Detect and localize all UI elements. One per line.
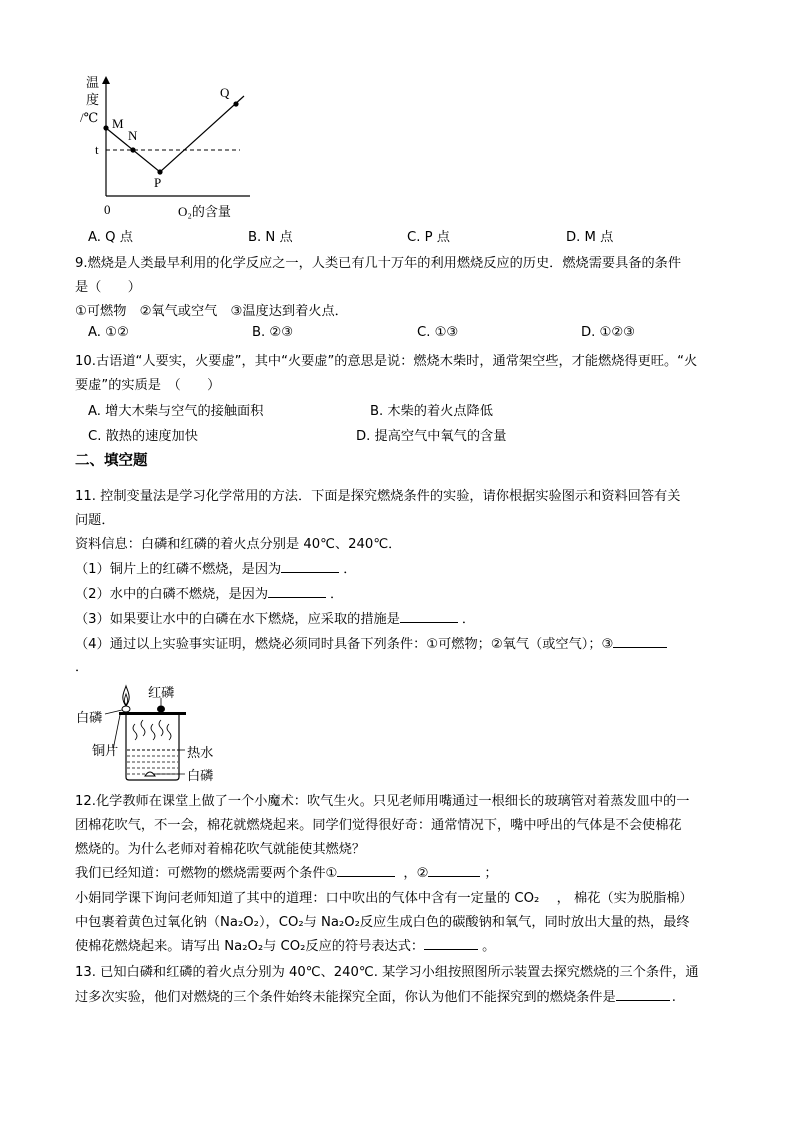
q11-sub2-text: （2）水中的白磷不燃烧，是因为: [75, 587, 269, 602]
label-m: M: [112, 116, 124, 131]
q11-sub2-blank[interactable]: [268, 583, 326, 598]
y-label-3: /℃: [80, 110, 99, 125]
white-phosphorus-lump-top: [122, 706, 130, 712]
q11-sub2: [75, 583, 343, 602]
q11-sub3-blank[interactable]: [400, 608, 458, 623]
diagram-label-red-phosphorus: 红磷: [148, 686, 175, 701]
point-n-dot: [130, 147, 135, 152]
diagram-label-white-phosphorus-top: 白磷: [76, 711, 103, 726]
q13-line2-suffix: .: [671, 990, 676, 1005]
q10-option-a: A. 增大木柴与空气的接触面积: [88, 404, 264, 419]
q12-line4-suffix: ；: [484, 866, 498, 881]
q12-blank-2[interactable]: [428, 862, 480, 877]
point-p-dot: [157, 169, 162, 174]
label-n: N: [128, 128, 138, 143]
x-label: O₂的含量: [178, 204, 231, 219]
q12-line5: 小娟同学课下询问老师知道了其中的道理：口中吹出的气体中含有一定量的 CO₂ ， 棉花（实为脱脂棉）: [75, 891, 693, 906]
q13-stem-line1: 13. 已知白磷和红磷的着火点分别为 40℃、240℃. 某学习小组按照图所示装置去探究燃烧的三个条件，通: [75, 965, 699, 980]
q11-sub3-text: （3）如果要让水中的白磷在水下燃烧，应采取的措施是: [75, 612, 400, 627]
q9-conditions: ①可燃物 ②氧气或空气 ③温度达到着火点．: [75, 304, 348, 319]
q11-sub4-text: （4）通过以上实验事实证明，燃烧必须同时具备下列条件：①可燃物；②氧气（或空气）；③: [75, 637, 614, 652]
diagram-label-hot-water: 热水: [187, 746, 214, 761]
label-p: P: [154, 175, 162, 190]
q12-line4-prefix: 我们已经知道：可燃物的燃烧需要两个条件①: [75, 866, 338, 881]
q8-option-a: A. Q 点: [88, 230, 133, 245]
q11-sub4-period: ．: [75, 660, 89, 675]
red-phosphorus-lump: [157, 706, 165, 713]
q13-blank[interactable]: [616, 986, 670, 1001]
q13-line2: [75, 986, 676, 1005]
q12-line4-mid: ，②: [403, 866, 429, 881]
label-origin: 0: [104, 202, 111, 217]
q9-stem-line2: 是（ ）: [75, 280, 141, 295]
q12-stem-line1: 12.化学教师在课堂上做了一个小魔术：吹气生火。只见老师用嘴通过一根细长的玻璃管对着蒸发皿中的一: [75, 794, 690, 809]
section-title-fill-in: 二、填空题: [75, 453, 148, 469]
q10-option-c: C. 散热的速度加快: [88, 429, 198, 444]
flame-icon: [123, 686, 129, 706]
q11-sub4: [75, 633, 667, 652]
q12-line7: [75, 935, 495, 954]
q12-line4: [75, 862, 498, 881]
q8-option-d: D. M 点: [566, 230, 614, 245]
diagram-label-copper-sheet: 铜片: [92, 744, 119, 759]
y-axis-arrow: [102, 76, 110, 84]
diagram-label-white-phosphorus-bottom: 白磷: [187, 769, 214, 784]
q12-stem-line3: 燃烧的。为什么老师对着棉花吹气就能使其燃烧？: [75, 842, 366, 857]
q12-line6: 中包裹着黄色过氧化钠（Na₂O₂），CO₂与 Na₂O₂反应生成白色的碳酸钠和氧气，同时放出大量的热，最终: [75, 915, 690, 930]
q10-stem-line1: 10.古语道“人要实，火要虚”，其中“火要虚”的意思是说：燃烧木柴时，通常架空些，才能燃烧得更旺。“火: [75, 354, 698, 369]
q10-option-b: B. 木柴的着火点降低: [370, 404, 493, 419]
q9-option-d: D. ①②③: [581, 325, 636, 340]
temperature-oxygen-graph: [80, 70, 260, 220]
q12-blank-3[interactable]: [424, 935, 478, 950]
q8-option-b: B. N 点: [248, 230, 293, 245]
q13-line2-prefix: 过多次实验，他们对燃烧的三个条件始终未能探究全面，你认为他们不能探究到的燃烧条件是: [75, 990, 616, 1005]
q12-line7-prefix: 使棉花燃烧起来。请写出 Na₂O₂与 CO₂反应的符号表达式：: [75, 939, 425, 954]
q9-option-b: B. ②③: [252, 325, 294, 340]
q8-option-c: C. P 点: [407, 230, 450, 245]
q11-sub1-text: （1）铜片上的红磷不燃烧，是因为: [75, 562, 282, 577]
q11-sub1: [75, 558, 356, 577]
q11-sub3: [75, 608, 475, 627]
q10-stem-line2: 要虚”的实质是 （ ）: [75, 378, 221, 393]
q11-stem-line1: 11. 控制变量法是学习化学常用的方法．下面是探究燃烧条件的实验，请你根据实验图示和资料回答有关: [75, 489, 681, 504]
q10-option-d: D. 提高空气中氧气的含量: [356, 429, 507, 444]
copper-sheet: [119, 712, 186, 715]
q11-sub3-period: ．: [461, 612, 476, 627]
q12-blank-1[interactable]: [337, 862, 395, 877]
point-q-dot: [233, 101, 238, 106]
q11-sub1-blank[interactable]: [281, 558, 339, 573]
temperature-curve: [106, 96, 244, 172]
q11-stem-line2: 问题．: [75, 513, 115, 528]
q9-option-c: C. ①③: [417, 325, 459, 340]
q11-sub4-blank[interactable]: [613, 633, 667, 648]
q11-sub1-period: ．: [343, 562, 357, 577]
point-m-dot: [103, 125, 108, 130]
q12-stem-line2: 团棉花吹气，不一会，棉花就燃烧起来。同学们觉得很好奇：通常情况下，嘴中呼出的气体是不会使棉花: [75, 818, 682, 833]
y-label-2: 度: [86, 92, 100, 107]
q11-info: 资料信息：白磷和红磷的着火点分别是 40℃、240℃．: [75, 537, 402, 552]
q9-stem-line1: 9.燃烧是人类最早利用的化学反应之一，人类已有几十万年的利用燃烧反应的历史．燃烧需要具备的条件: [75, 256, 682, 271]
q12-line7-suffix: 。: [482, 939, 496, 954]
label-t: t: [95, 142, 99, 157]
q9-option-a: A. ①②: [88, 325, 129, 340]
label-q: Q: [220, 85, 230, 100]
q11-sub2-period: ．: [330, 587, 344, 602]
y-label-1: 温: [86, 75, 100, 90]
